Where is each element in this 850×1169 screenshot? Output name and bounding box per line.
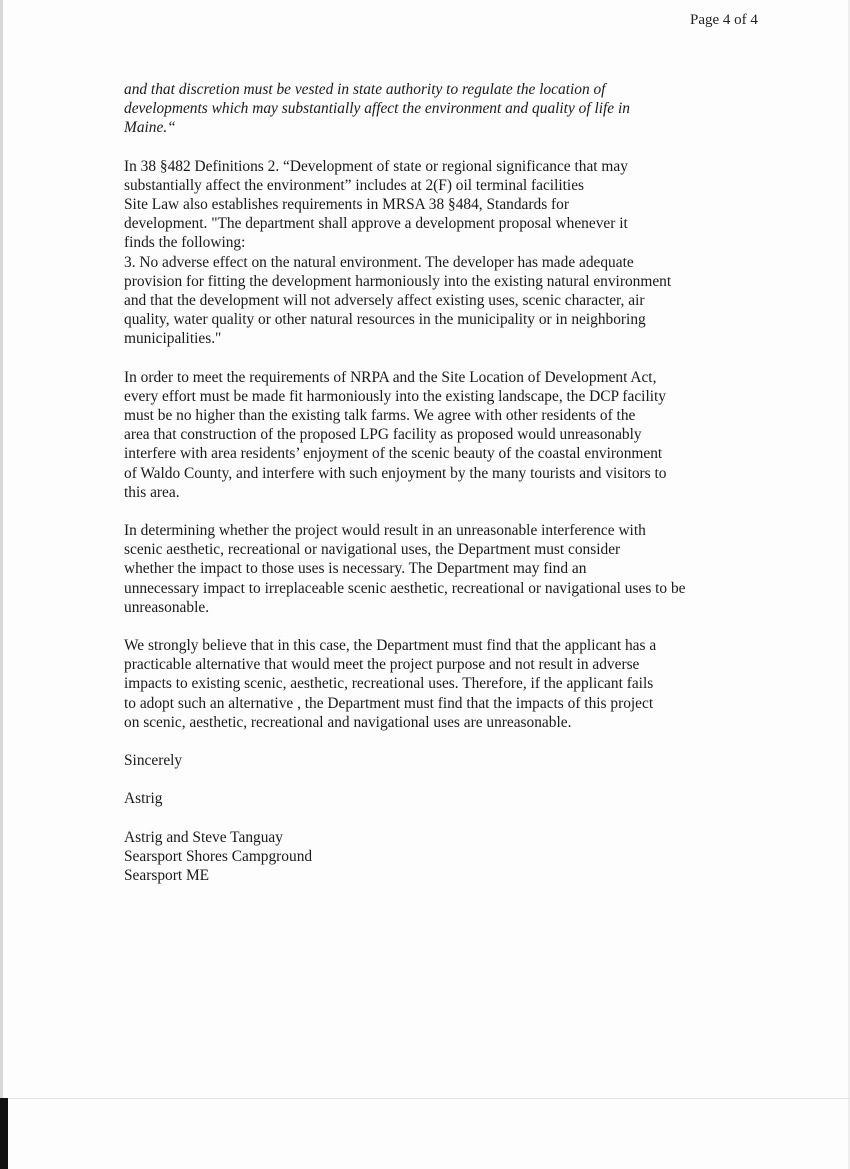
quote-line: Maine.“ <box>124 119 176 137</box>
quote-line: developments which may substantially affect the environment and quality of life in <box>124 100 630 118</box>
paragraph-line: this area. <box>124 483 180 501</box>
paragraph-line: impacts to existing scenic, aesthetic, recreational uses. Therefore, if the applicant fails <box>124 675 654 693</box>
paragraph-line: whether the impact to those uses is necessary. The Department may find an <box>124 560 587 578</box>
paragraph-line: 3. No adverse effect on the natural environment. The developer has made adequate <box>124 253 634 271</box>
letter-body <box>124 80 734 885</box>
paragraph-line: We strongly believe that in this case, the Department must find that the applicant has a <box>124 637 657 655</box>
paragraph-line: practicable alternative that would meet the project purpose and not result in adverse <box>124 656 640 674</box>
paragraph-line: every effort must be made fit harmoniously into the existing landscape, the DCP facility <box>124 387 666 405</box>
paragraph-line: of Waldo County, and interfere with such enjoyment by the many tourists and visitors to <box>124 464 667 482</box>
paragraph-line: area that construction of the proposed LPG facility as proposed would unreasonably <box>124 426 642 444</box>
paragraph-line: on scenic, aesthetic, recreational and navigational uses are unreasonable. <box>124 713 572 731</box>
paragraph-line: unreasonable. <box>124 598 210 616</box>
signature: Astrig <box>124 790 163 808</box>
paragraph-line: In order to meet the requirements of NRPA and the Site Location of Development Act, <box>124 368 657 386</box>
intro-quote <box>124 80 734 138</box>
paragraph-line: unnecessary impact to irreplaceable scenic aesthetic, recreational or navigational uses to be <box>124 579 686 597</box>
paragraph-line: substantially affect the environment” includes at 2(F) oil terminal facilities <box>124 176 585 194</box>
signer-block <box>124 828 734 886</box>
paragraph-line: interfere with area residents’ enjoyment of the scenic beauty of the coastal environment <box>124 445 663 463</box>
signer-organization: Searsport Shores Campground <box>124 847 313 865</box>
signer-name: Astrig and Steve Tanguay <box>124 828 283 846</box>
paragraph-line: and that the development will not adversely affect existing uses, scenic character, air <box>124 292 645 310</box>
paragraph-line: finds the following: <box>124 234 246 252</box>
paragraph-line: municipalities." <box>124 330 222 348</box>
paragraph-line: scenic aesthetic, recreational or navigational uses, the Department must consider <box>124 541 621 559</box>
paragraph-line: development. "The department shall approve a development proposal whenever it <box>124 215 628 233</box>
scan-bottom-bar <box>0 1098 8 1169</box>
paragraph-line: to adopt such an alternative , the Department must find that the impacts of this project <box>124 694 654 712</box>
paragraph-requirements <box>124 368 734 502</box>
paragraph-line: quality, water quality or other natural resources in the municipality or in neighboring <box>124 311 646 329</box>
paragraph-line: provision for fitting the development harmoniously into the existing natural environment <box>124 272 672 290</box>
paragraph-determination <box>124 521 734 617</box>
salutation: Sincerely <box>124 752 183 770</box>
paragraph-line: Site Law also establishes requirements in MRSA 38 §484, Standards for <box>124 196 569 214</box>
paragraph-line: must be no higher than the existing talk farms. We agree with other residents of the <box>124 407 636 425</box>
page-number: Page 4 of 4 <box>690 12 758 28</box>
scan-left-edge <box>0 0 3 1100</box>
quote-line: and that discretion must be vested in state authority to regulate the location of <box>124 81 606 98</box>
paragraph-line: In 38 §482 Definitions 2. “Development of state or regional significance that may <box>124 157 628 175</box>
paragraph-definitions <box>124 157 734 349</box>
scan-bottom-line <box>8 1098 850 1099</box>
signer-location: Searsport ME <box>124 866 210 884</box>
paragraph-alternative <box>124 636 734 732</box>
paragraph-line: In determining whether the project would result in an unreasonable interference with <box>124 522 646 540</box>
